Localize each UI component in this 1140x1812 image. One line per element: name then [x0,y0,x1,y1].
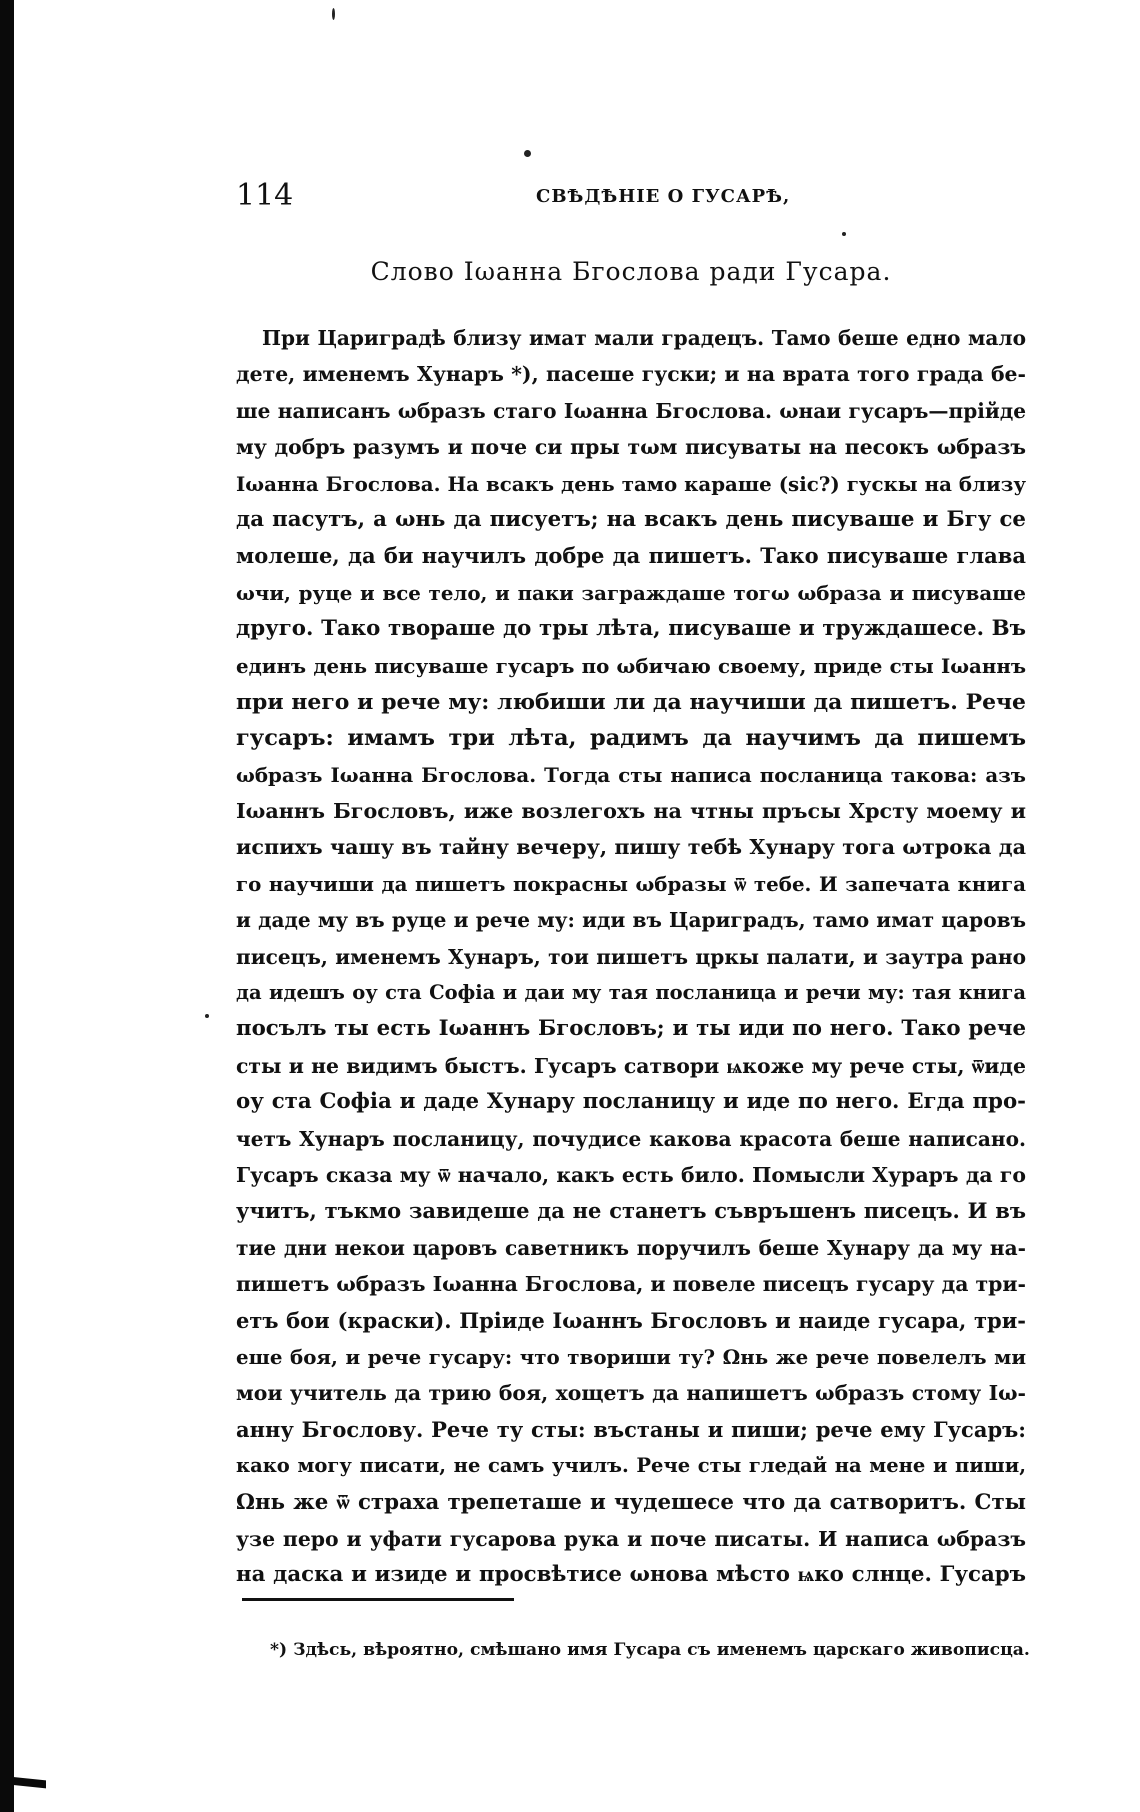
body-line: молеше, да би научилъ добре да пишетъ. Тако писуваше глава [236,543,1026,569]
body-line: сты и не видимъ быстъ. Гусаръ сатвори ѩкоже му рече сты, ѿиде [236,1053,1026,1078]
body-line: узе перо и уфати гусарова рука и поче писаты. И написа ωбразъ [236,1526,1026,1551]
body-line: при него и рече му: любиши ли да научиши да пишетъ. Рече [236,688,1026,715]
body-line: испихъ чашу въ тайну вечеру, пишу тебѣ Хунару тога ωтрока да [236,835,1026,860]
body-line: мои учитель да трию боя, хощетъ да напишетъ ωбразъ стому Іω- [236,1381,1026,1406]
body-line: на даска и изиде и просвѣтисе ωнова мѣсто ѩко слнце. Гусаръ [236,1562,1026,1588]
body-line: како могу писати, не самъ училъ. Рече сты гледай на мене и пиши, [236,1454,1026,1478]
ink-speck [332,8,335,20]
body-text [236,320,1026,1594]
body-line: тие дни некои царовъ саветникъ поручилъ беше Хунару да му на- [236,1235,1026,1260]
body-line: да идешъ оу ста Софіа и даи му тая посланица и речи му: тая книга [236,981,1026,1005]
body-line: еше боя, и рече гусару: что твориши ту? Ωнь же рече повелелъ ми [236,1344,1026,1369]
body-line: го научиши да пишетъ покрасны ωбразы ѿ тебе. И запечата книга [236,871,1026,896]
body-line: четъ Хунаръ посланицу, почудисе какова красота беше написано. [236,1126,1026,1151]
body-line: ше написанъ ωбразъ стаго Іωанна Бгослова. ωнаи гусаръ—прійде [236,398,1026,423]
body-line: При Цариградѣ близу имат мали градецъ. Тамо беше едно мало [262,326,1026,350]
body-line: Іωаннъ Бгословъ, иже возлегохъ на чтны пръсы Хрсту моему и [236,799,1026,824]
body-line: пишетъ ωбразъ Іωанна Бгослова, и повеле писецъ гусару да три- [236,1272,1026,1297]
body-line: посълъ ты есть Іωаннъ Бгословъ; и ты иди по него. Тако рече [236,1016,1026,1042]
body-line: етъ бои (краски). Пріиде Іωаннъ Бгословъ и наиде гусара, три- [236,1307,1026,1333]
body-line: ωчи, руце и все тело, и паки заграждаше тогω ωбраза и писуваше [236,580,1026,605]
body-line: писецъ, именемъ Хунаръ, тои пишетъ цркы палати, и заутра рано [236,944,1026,969]
body-line: Гусаръ сказа му ѿ начало, какъ есть било. Помысли Хурaръ да го [236,1162,1026,1187]
body-line: оу ста Софіа и даде Хунару посланицу и иде по него. Егда про- [236,1089,1026,1115]
ink-speck [524,150,531,157]
binding-edge [0,0,14,1812]
footnote-divider [242,1598,514,1601]
page-number: 114 [236,178,294,213]
body-line: единъ день писуваше гусаръ по ωбичаю своему, приде сты Іωаннъ [236,653,1026,678]
page-header [236,178,1026,218]
ink-speck [205,1014,209,1018]
body-line: ωбразъ Іωанна Бгослова. Тогда сты написа посланица такова: азъ [236,762,1026,787]
body-line: гусаръ: имамъ три лѣта, радимъ да научимъ да пишемъ [236,725,1026,752]
footnote: *) Здѣсь, вѣроятно, смѣшано имя Гусара съ именемъ царскаго живописца. [270,1640,1030,1660]
body-line: анну Бгослову. Рече ту сты: въстаны и пиши; рече ему Гусаръ: [236,1416,1026,1442]
body-line: Ωнь же ѿ страха трепеташе и чудешесе что да сатворитъ. Сты [236,1489,1026,1515]
body-line: Іωанна Бгослова. На всакъ день тамо караше (sic?) гускы на близу [236,471,1026,496]
body-line: учитъ, тъкмо завидеше да не станетъ съвръшенъ писецъ. И въ [236,1198,1026,1224]
body-line: и даде му въ руце и рече му: иди въ Цариградъ, тамо имат царовъ [236,908,1026,933]
body-line: дете, именемъ Хунаръ *), пасеше гуски; и на врата того града бе- [236,362,1026,387]
body-line: му добръ разумъ и поче си пры тωм писуваты на песокъ ωбразъ [236,435,1026,460]
ink-speck [842,232,846,236]
section-title: Слово Іωанна Бгослова ради Гусара. [370,257,892,286]
body-line: да пасутъ, а ωнь да писуетъ; на всакъ день писуваше и Бгу се [236,506,1026,532]
running-head: СВѢДѢНІЕ О ГУСАРѢ, [536,186,791,207]
body-line: друго. Тако твораше до тры лѣта, писуваше и труждашесе. Въ [236,616,1026,642]
